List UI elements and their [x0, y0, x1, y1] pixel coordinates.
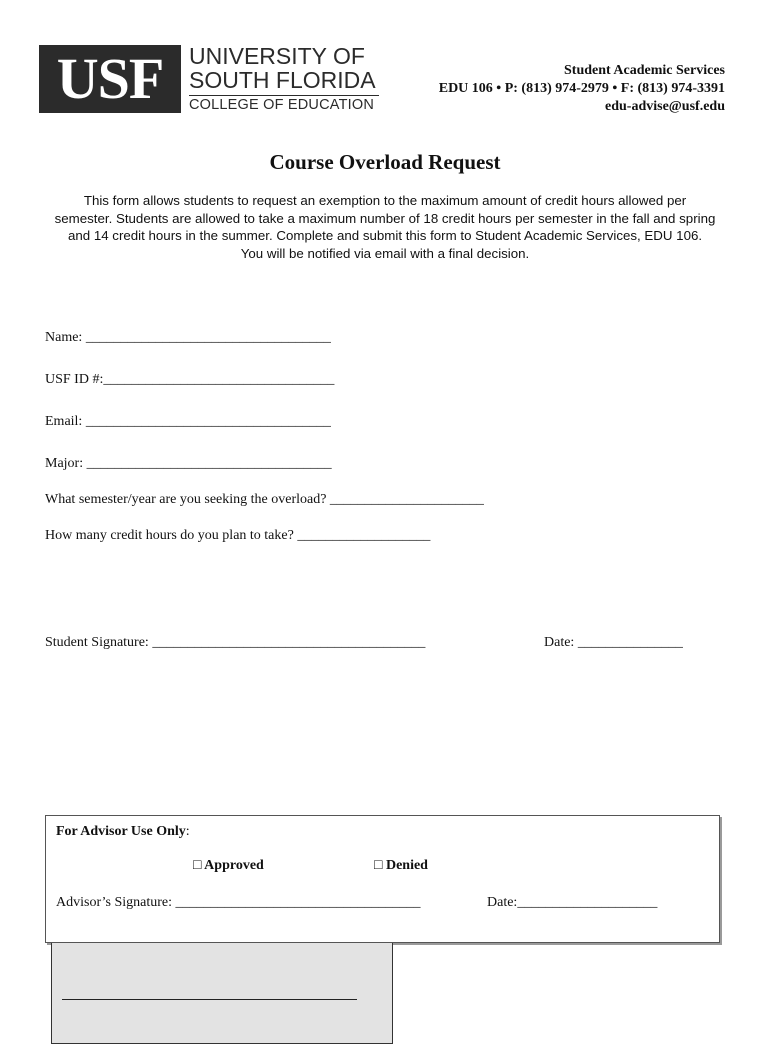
student-signature-field[interactable]: Student Signature: _______________________________________	[45, 635, 426, 650]
signature-line	[62, 999, 357, 1000]
email-field[interactable]: Email: ___________________________________	[45, 414, 331, 429]
student-date-field[interactable]: Date: _______________	[544, 635, 683, 650]
advisor-title-text: For Advisor Use Only	[56, 824, 186, 839]
usf-id-field[interactable]: USF ID #:_________________________________	[45, 372, 335, 387]
denied-checkbox[interactable]: □ Denied	[374, 858, 428, 873]
advisor-title-colon: :	[185, 824, 190, 839]
intro-line: This form allows students to request an exemption to the maximum amount of credit hours allowed per	[83, 193, 687, 208]
intro-line: semester. Students are allowed to take a maximum number of 18 credit hours per semester in the fall and spring	[54, 210, 716, 226]
office-phone-fax: EDU 106 • P: (813) 974-2979 • F: (813) 974-3391	[438, 81, 725, 96]
advisor-section	[45, 815, 720, 943]
major-field[interactable]: Major: ___________________________________	[45, 456, 332, 471]
semester-field[interactable]: What semester/year are you seeking the overload? ______________________	[45, 492, 484, 507]
logo-line-2: SOUTH FLORIDA	[189, 67, 376, 93]
advisor-signature-field[interactable]: Advisor’s Signature: ___________________________________	[56, 895, 421, 910]
name-field[interactable]: Name: ___________________________________	[45, 330, 331, 345]
credit-hours-field[interactable]: How many credit hours do you plan to take? ___________________	[45, 528, 431, 543]
advisor-date-field[interactable]: Date:____________________	[487, 895, 658, 910]
intro-paragraph	[40, 192, 730, 262]
logo-divider	[189, 95, 379, 96]
logo-line-1: UNIVERSITY OF	[189, 43, 365, 69]
logo-line-3: COLLEGE OF EDUCATION	[189, 97, 375, 113]
intro-line: You will be notified via email with a final decision.	[240, 245, 530, 261]
usf-logo	[39, 45, 381, 113]
office-contact-block	[439, 62, 725, 116]
page-title: Course Overload Request	[269, 150, 501, 174]
advisor-section-title	[56, 824, 190, 840]
intro-line: and 14 credit hours in the summer. Complete and submit this form to Student Academic Services, EDU 106.	[67, 228, 703, 243]
office-name: Student Academic Services	[564, 63, 725, 78]
approved-checkbox[interactable]: □ Approved	[193, 858, 264, 873]
usf-logo-mark: USF	[39, 45, 181, 113]
gray-signature-panel	[51, 943, 393, 1044]
office-email: edu-advise@usf.edu	[605, 99, 725, 114]
logo-wordmark	[189, 45, 381, 113]
